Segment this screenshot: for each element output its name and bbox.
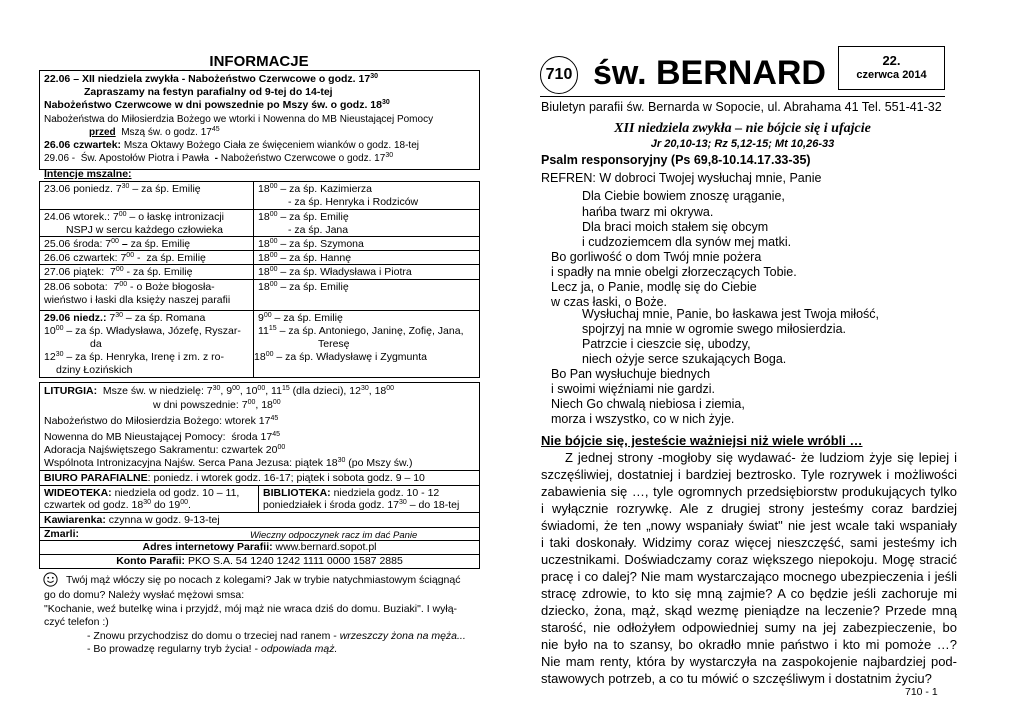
biblioteka-line: BIBLIOTEKA: niedziela godz. 10 - 12 <box>263 487 440 499</box>
article-title: Nie bójcie się, jesteście ważniejsi niż wiele wróbli … <box>541 433 863 448</box>
readings: Jr 20,10-13; Rz 5,12-15; Mt 10,26-33 <box>650 138 835 150</box>
table-cell: NSPJ w sercu każdego człowieka <box>66 224 223 236</box>
liturgy-line: LITURGIA: Msze św. w niedzielę: $7^{30}$, $9^{00}$, $10^{00}$, $11^{15}$ (dla dzieci), $12^{30}$, $18^{00}$ <box>44 385 395 397</box>
joke-line: Twój mąż włóczy się po nocach z kolegami? Jak w trybie natychmiastowym ściągnąć <box>66 574 461 586</box>
website-link[interactable]: www.bernard.sopot.pl <box>275 541 377 553</box>
joke-line: go do domu? Należy wysłać mężowi smsa: <box>44 589 245 601</box>
subtitle: Biuletyn parafii św. Bernarda w Sopocie, ul. Abrahama 41 Tel. 551-41-32 <box>541 100 942 114</box>
article-line: pracę i co dalej? Nie mam wystarczająco mocnego ubezpieczenia i jeśli <box>541 569 957 584</box>
info-line: Nabożeństwa do Miłosierdzia Bożego we wtorki i Nowenna do MB Nieustającej Pomocy <box>44 114 434 125</box>
table-cell: $10^{00}$ – za śp. Władysława, Józefę, Ryszar- <box>44 325 241 337</box>
article-line: dziecko, żona, mąż, skąd wezmę pieniądze na leczenie? Przede mną <box>541 603 957 618</box>
joke-line: czyć telefon :) <box>44 616 109 628</box>
table-cell: 25.06 środa: $7^{00}$ – za śp. Emilię <box>44 238 191 250</box>
table-cell: 23.06 poniedz. $7^{30}$ – za śp. Emilię <box>44 183 201 195</box>
table-cell: 29.06 niedz.: $7^{30}$ – za śp. Romana <box>44 312 206 324</box>
liturgy-line: Adoracja Najświętszego Sakramentu: czwartek $20^{00}$ <box>44 444 286 456</box>
table-cell: $12^{30}$ – za śp. Henryka, Irenę i zm. z ro- <box>44 351 224 363</box>
psalm-line: Dla braci moich stałem się obcym <box>582 220 769 234</box>
psalm-line: Patrzcie i cieszcie się, ubodzy, <box>582 337 751 351</box>
issue-number-badge: 710 <box>540 56 578 94</box>
przed-label: przed <box>89 127 116 138</box>
kawiarenka-line: Kawiarenka: czynna w godz. 9-13-tej <box>44 514 220 526</box>
psalm-title: Psalm responsoryjny (Ps 69,8-10.14.17.33-35) <box>541 153 811 167</box>
psalm-line: Bo gorliwość o dom Twój mnie pożera <box>551 250 762 264</box>
wideoteka-line: WIDEOTEKA: niedziela od godz. 10 – 11, <box>44 487 240 499</box>
info-line: 22.06 – XII niedziela zwykła - Nabożeństwo Czerwcowe o godz. $17^{30}$ <box>44 73 378 85</box>
table-cell: $18^{00}$ – za śp. Kazimierza <box>258 183 373 195</box>
joke-line: - Bo prowadzę regularny tryb życia! - odpowiada mąż. <box>87 643 338 655</box>
biuro-label: BIURO PARAFIALNE <box>44 472 148 484</box>
table-cell: da <box>90 338 102 350</box>
konto-line: Konto Parafii: PKO S.A. 54 1240 1242 1111 0000 1587 2885 <box>116 555 403 567</box>
joke-line: "Kochanie, weź butelkę wina i przyjdź, mój mąż nie wraca dziś do domu. Buziaki". I wyłą- <box>44 603 458 615</box>
newsletter-title: św. BERNARD <box>593 54 826 92</box>
wideoteka-line: czwartek od godz. $18^{30}$ do $19^{00}$. <box>44 499 191 511</box>
info-title: INFORMACJE <box>209 53 309 70</box>
table-cell: $18^{00}$ – za śp. Władysława i Piotra <box>258 266 412 278</box>
info-line: 29.06 - Św. Apostołów Piotra i Pawła - Nabożeństwo Czerwcowe o godz. $17^{30}$ <box>44 152 394 164</box>
biblioteka-label: BIBLIOTEKA: <box>263 487 331 499</box>
czwartek-text: Msza Oktawy Bożego Ciała ze święceniem wianków o godz. 18-tej <box>123 140 419 151</box>
table-cell: $18^{00}$ – za śp. Władysławę i Zygmunta <box>254 351 427 363</box>
info-line <box>44 139 419 152</box>
intentions-title: Intencje mszalne: <box>44 168 132 180</box>
date-day: 22. <box>882 53 901 68</box>
psalm-line: spojrzyj na mnie w ogromie swego miłosierdzia. <box>582 322 846 336</box>
article-line: starość, nie odłożyłem odpowiedniej sumy na jej zabezpieczenie, bo <box>541 620 957 635</box>
liturgy-line: Wspólnota Intronizacyjna Najśw. Serca Pana Jezusa: piątek $18^{30}$ (po Mszy św.) <box>44 457 413 469</box>
table-cell: wieństwo i łaski dla księży naszej parafii <box>44 294 231 306</box>
liturgy-line: w dni powszednie: $7^{00}$, $18^{00}$ <box>153 399 281 411</box>
table-cell: $18^{00}$ – za śp. Hannę <box>258 252 352 264</box>
header-rule <box>540 96 945 97</box>
table-cell: $18^{00}$ – za śp. Emilię <box>258 281 349 293</box>
article-line: szczęśliwiej, dostatniej i bardziej beztrosko. Tyle rozrywek i możliwości <box>541 467 957 482</box>
refren: REFREN: W dobroci Twojej wysłuchaj mnie, Panie <box>541 171 822 185</box>
article-line: Z jednej strony -mogłoby się wydawać- że ludziom żyje się lepiej i <box>565 450 957 465</box>
info-line: Nabożeństwo Czerwcowe w dni powszednie po Mszy św. o godz. $18^{30}$ <box>44 99 390 111</box>
liturgy-line: Nabożeństwo do Miłosierdzia Bożego: wtorek $17^{45}$ <box>44 415 279 427</box>
article-line: i taki doskonały. Widzimy coraz więcej nieszczęść, sami jesteśmy ich <box>541 535 957 550</box>
article-line: stracę zdrowie, to kto się mną zajmie? A co będzie jeśli zachoruje mi <box>541 586 957 601</box>
info-line: Zapraszamy na festyn parafialny od 9-tej do 14-tej <box>84 86 333 98</box>
table-cell: 26.06 czwartek: $7^{00}$ - za śp. Emilię <box>44 252 206 264</box>
table-cell: 28.06 sobota: $7^{00}$ - o Boże błogosła- <box>44 281 215 293</box>
article-line: zabawienia się …, tyle ogromnych przedsiębiorstw produkujących tylko <box>541 484 957 499</box>
article-body <box>541 449 957 687</box>
table-cell: $18^{00}$ – za śp. Emilię <box>258 211 349 223</box>
date-month: czerwca 2014 <box>856 69 927 81</box>
table-cell: - za śp. Henryka i Rodziców <box>288 196 419 208</box>
zmarli-text: Wieczny odpoczynek racz im dać Panie <box>250 530 418 541</box>
smiley-icon <box>43 572 58 587</box>
liturgy-line: Nowenna do MB Nieustającej Pomocy: środa $17^{45}$ <box>44 431 280 443</box>
czwartek-label: 26.06 czwartek: <box>44 139 122 151</box>
psalm-line: Bo Pan wysłuchuje biednych <box>551 367 711 381</box>
table-cell: Teresę <box>318 338 350 350</box>
psalm-line: Dla Ciebie bowiem znoszę urąganie, <box>582 189 785 203</box>
psalm-line: Lecz ja, o Panie, modlę się do Ciebie <box>551 280 757 294</box>
article-line: Nie mam renty, która by wystarczyła na zaspokojenie najbardziej pod- <box>541 654 957 669</box>
table-cell: $9^{00}$ – za śp. Emilię <box>258 312 343 324</box>
psalm-line: w czas łaski, o Boże. <box>551 295 668 309</box>
biuro-line <box>44 472 425 485</box>
psalm-line: hańba twarz mi okrywa. <box>582 205 714 219</box>
article-line: i wyłącznie rozrywkę. Ale z drugiej strony jesteśmy coraz bardziej <box>541 501 957 516</box>
zmarli-label: Zmarli: <box>44 528 80 540</box>
table-cell: $11^{15}$ – za śp. Antoniego, Janinę, Zofię, Jana, <box>258 325 464 337</box>
article-line: świadomi, że ten „nowy wspaniały świat" nie jest wcale taki wspaniały <box>541 518 957 533</box>
wideoteka-label: WIDEOTEKA: <box>44 487 112 499</box>
page-number: 710 - 1 <box>905 686 938 698</box>
table-cell: 24.06 wtorek.: $7^{00}$ – o łaskę intronizacji <box>44 211 224 223</box>
biuro-text: : poniedz. i wtorek godz. 16-17; piątek i sobota godz. 9 – 10 <box>147 472 425 484</box>
sunday-title: XII niedziela zwykła – nie bójcie się i ufajcie <box>614 121 871 136</box>
biblioteka-line: poniedziałek i środa godz. $17^{30}$ – do 18-tej <box>263 499 460 511</box>
psalm-line: niech ożyje serce szukających Boga. <box>582 352 787 366</box>
psalm-line: morza i wszystko, co w nich żyje. <box>551 412 735 426</box>
psalm-line: i spadły na mnie obelgi złorzeczących Tobie. <box>551 265 797 279</box>
liturgy-label: LITURGIA: <box>44 385 98 397</box>
table-cell: dziny Łozińskich <box>56 364 133 376</box>
joke-line: - Znowu przychodzisz do domu o trzeciej nad ranem - wrzeszczy żona na męża... <box>87 630 466 642</box>
table-cell: - za śp. Jana <box>288 224 349 236</box>
psalm-line: Niech Go chwalą niebiosa i ziemia, <box>551 397 745 411</box>
article-line: stawowych potrzeb, a co tu mówić o szczęśliwym i dostatnim życiu? <box>541 671 932 686</box>
adres-line: Adres internetowy Parafii: www.bernard.sopot.pl <box>142 541 377 553</box>
psalm-line: i cudzoziemcem dla synów mej matki. <box>582 235 792 249</box>
psalm-line: Wysłuchaj mnie, Panie, bo łaskawa jest Twoja miłość, <box>582 307 880 321</box>
article-line: nie było na to szansy, bo okradło mnie państwo i kto mi pomoże …? <box>541 637 957 652</box>
table-cell: $18^{00}$ – za śp. Szymona <box>258 238 364 250</box>
info-line: przed Mszą św. o godz. $17^{45}$ <box>89 126 220 138</box>
psalm-line: i swoimi więźniami nie gardzi. <box>551 382 715 396</box>
table-cell: 27.06 piątek: $7^{00}$ - za śp. Emilię <box>44 266 193 278</box>
article-line: uczestnikami. Doświadczamy coraz większego niepokoju. Mogę stracić <box>541 552 957 567</box>
